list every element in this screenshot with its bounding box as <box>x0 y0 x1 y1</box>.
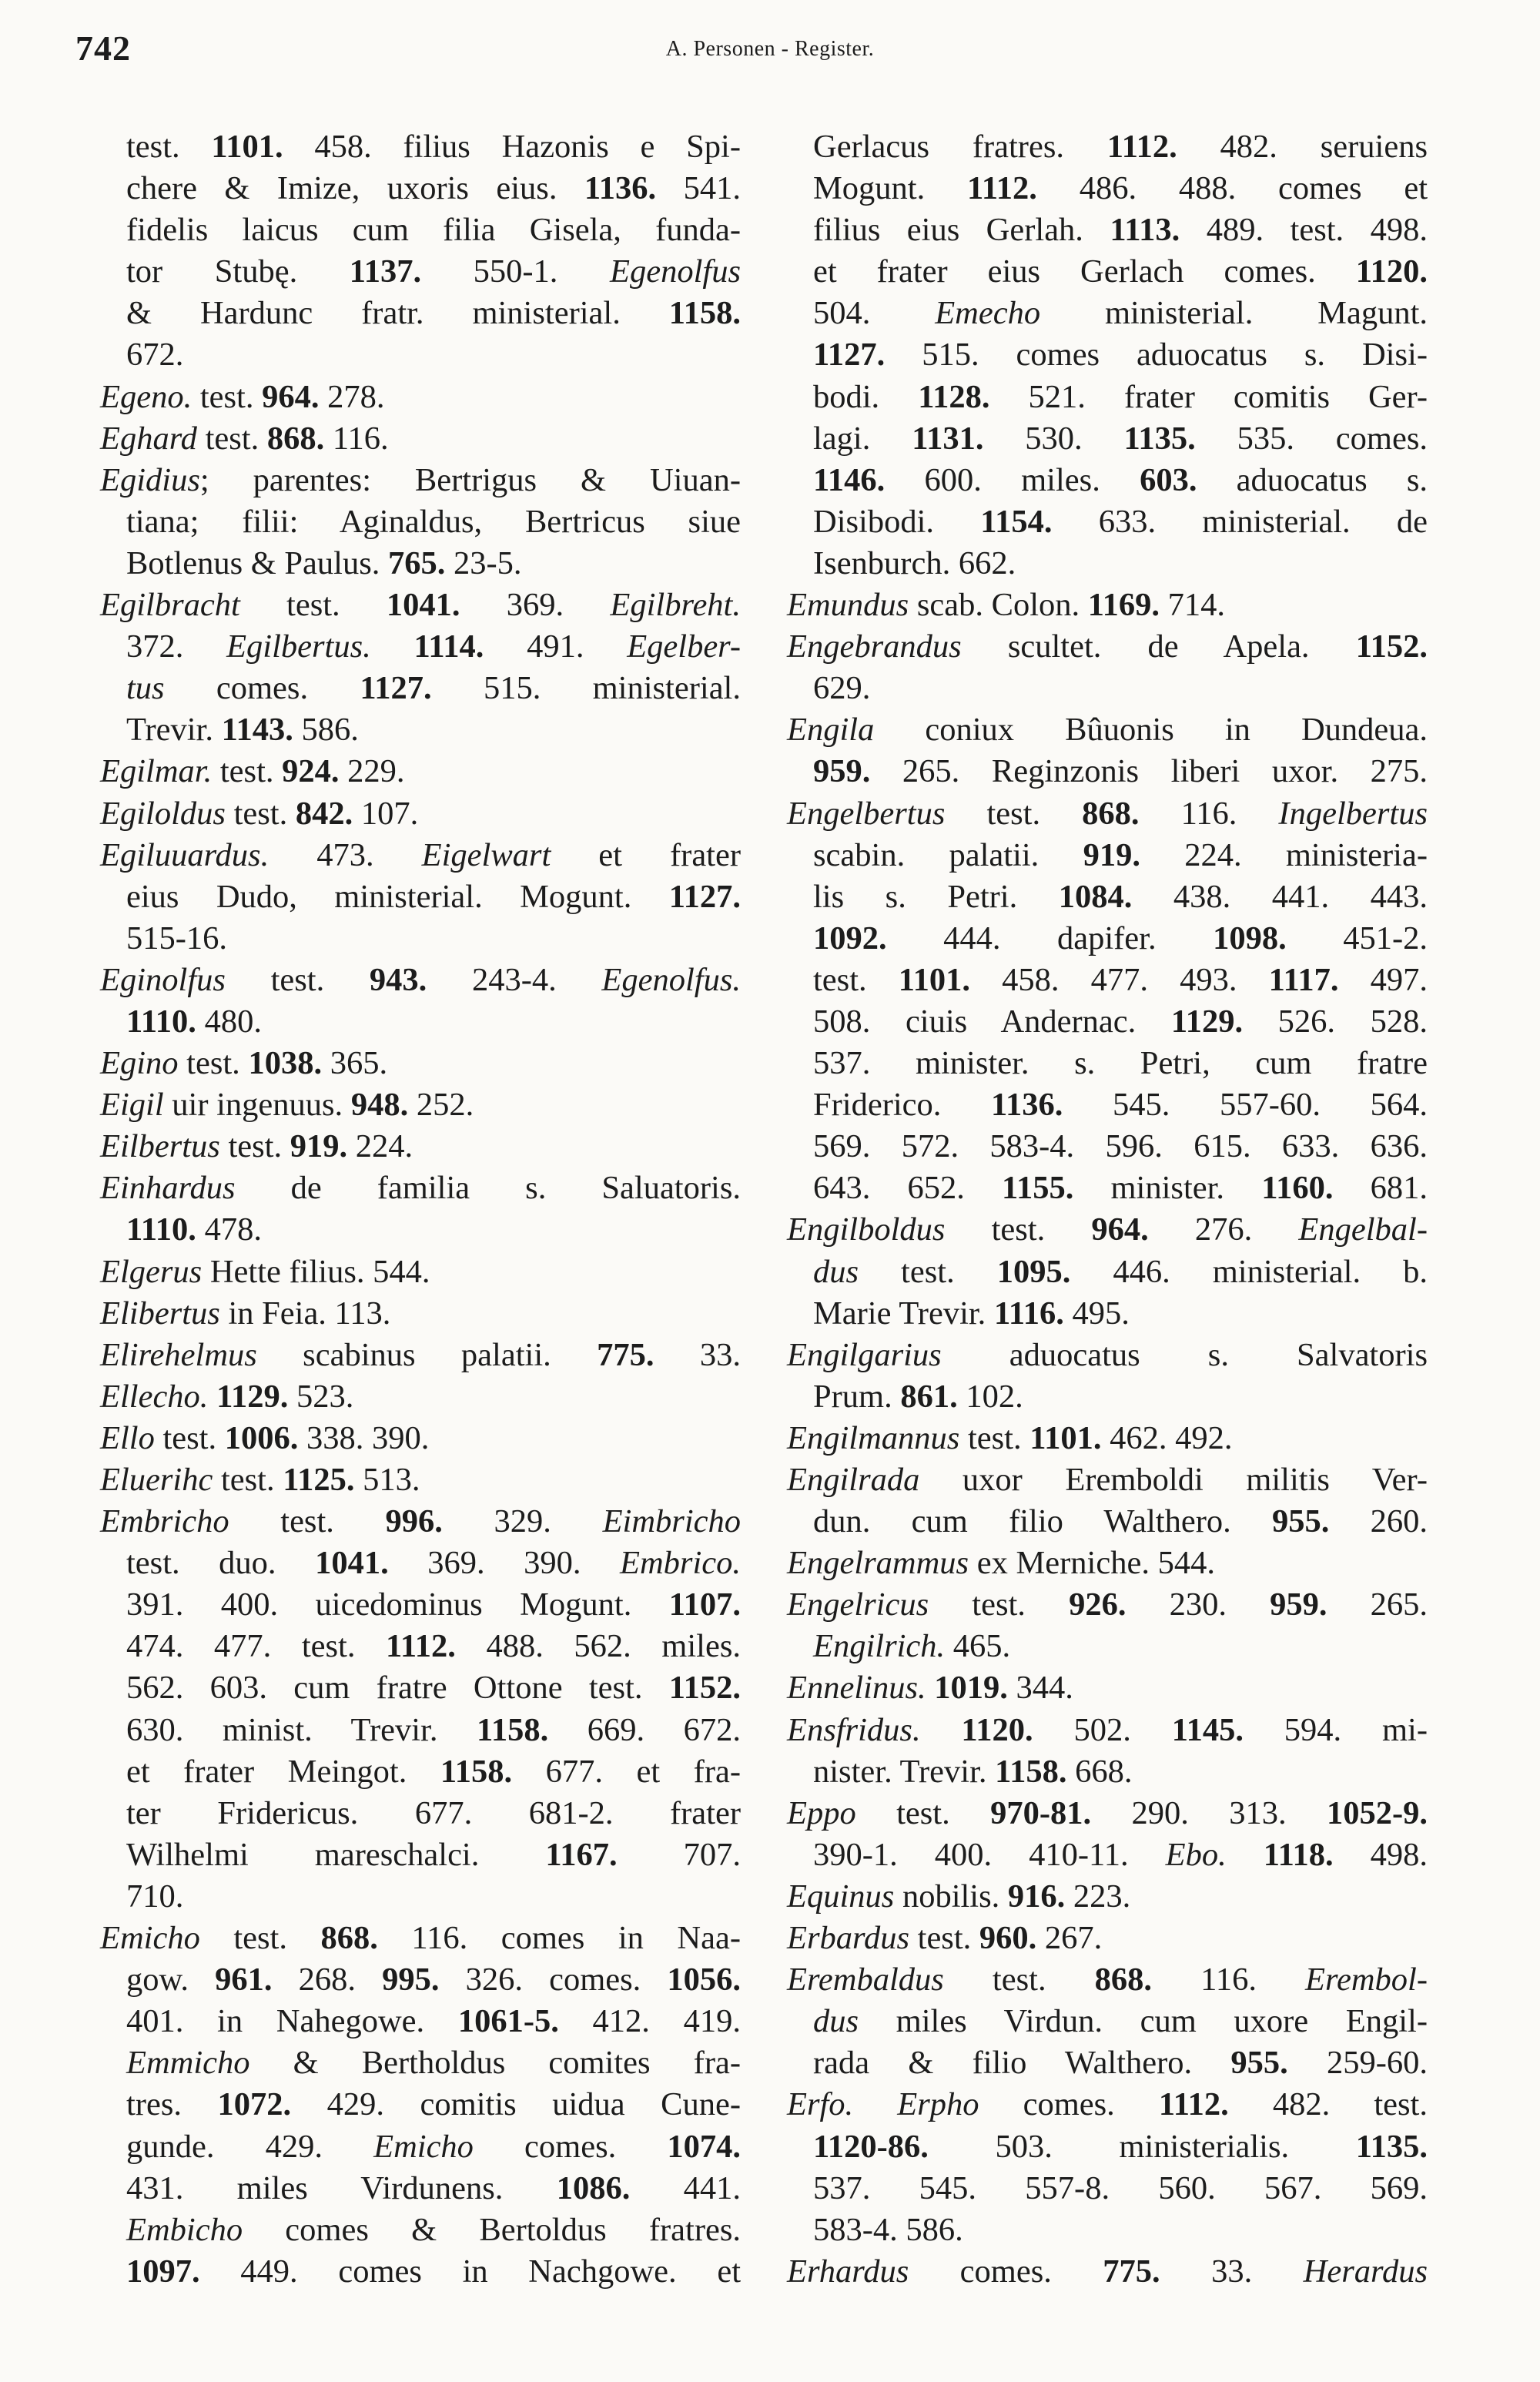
year-number: 1129. <box>1170 1003 1244 1040</box>
name-italic: Herardus <box>1303 2253 1428 2290</box>
index-line: gunde. 429. Emicho comes. 1074. <box>126 2128 741 2165</box>
year-number: 1112. <box>1106 129 1177 165</box>
index-line: 391. 400. uicedominus Mogunt. 1107. <box>126 1586 741 1623</box>
index-line: tres. 1072. 429. comitis uidua Cune- <box>126 2086 741 2123</box>
year-number: 1145. <box>1171 1711 1244 1748</box>
year-number: 948. <box>350 1087 409 1124</box>
index-line: 629. <box>813 670 871 707</box>
index-line: bodi. 1128. 521. frater comitis Ger- <box>813 378 1428 415</box>
index-line: Marie Trevir. 1116. 495. <box>813 1295 1130 1332</box>
index-line: Friderico. 1136. 545. 557-60. 564. <box>813 1087 1428 1124</box>
index-line: Trevir. 1143. 586. <box>126 712 359 749</box>
index-line: Egeno. test. 964. 278. <box>100 378 385 415</box>
name-italic: Eigil <box>100 1087 164 1124</box>
year-number: 1120. <box>1355 253 1428 290</box>
index-line: 1127. 515. comes aduocatus s. Disi- <box>813 337 1428 374</box>
index-line: Engilboldus test. 964. 276. Engelbal- <box>787 1211 1428 1248</box>
index-line: Eppo test. 970-81. 290. 313. 1052-9. <box>787 1794 1428 1831</box>
index-line: Eginolfus test. 943. 243-4. Egenolfus. <box>100 961 741 998</box>
name-italic: Engila <box>787 712 875 749</box>
year-number: 1152. <box>1355 628 1428 665</box>
name-italic: Engilgarius <box>787 1336 942 1373</box>
index-line: Gerlacus fratres. 1112. 482. seruiens <box>813 129 1428 165</box>
year-number: 842. <box>295 795 353 832</box>
year-number: 765. <box>388 544 446 581</box>
year-number: 919. <box>290 1128 348 1165</box>
index-column-left <box>100 126 741 2293</box>
index-line: Ellecho. 1129. 523. <box>100 1378 354 1415</box>
year-number: 955. <box>1272 1503 1330 1540</box>
index-line: dun. cum filio Walthero. 955. 260. <box>813 1503 1428 1540</box>
year-number: 1127. <box>360 670 432 707</box>
year-number: 1110. <box>126 1211 196 1248</box>
year-number: 1113. <box>1110 212 1180 249</box>
index-line: eius Dudo, ministerial. Mogunt. 1127. <box>126 878 741 915</box>
index-line: Mogunt. 1112. 486. 488. comes et <box>813 170 1428 207</box>
index-line: Engelrammus ex Merniche. 544. <box>787 1545 1215 1582</box>
index-line: Emicho test. 868. 116. comes in Naa- <box>100 1920 741 1957</box>
index-line: 1110. 478. <box>126 1211 262 1248</box>
name-italic: Egiluuardus. <box>100 836 270 873</box>
year-number: 1137. <box>349 253 422 290</box>
year-number: 1129. <box>216 1378 289 1415</box>
index-line: 390-1. 400. 410-11. Ebo. 1118. 498. <box>813 1836 1428 1873</box>
index-line: Egilmar. test. 924. 229. <box>100 753 405 790</box>
year-number: 1101. <box>1029 1419 1102 1456</box>
index-line: 537. minister. s. Petri, cum fratre <box>813 1045 1428 1082</box>
year-number: 955. <box>1230 2045 1288 2082</box>
name-italic: Engilrich. <box>813 1628 946 1665</box>
name-italic: Engelrammus <box>787 1545 969 1582</box>
index-line: 431. miles Virdunens. 1086. 441. <box>126 2169 741 2206</box>
index-line: ter Fridericus. 677. 681-2. frater <box>126 1794 741 1831</box>
year-number: 861. <box>900 1378 958 1415</box>
index-line: test. duo. 1041. 369. 390. Embrico. <box>126 1545 741 1582</box>
name-italic: Elgerus <box>100 1253 203 1290</box>
year-number: 960. <box>979 1920 1037 1957</box>
year-number: 1125. <box>283 1462 355 1498</box>
index-line: Egino test. 1038. 365. <box>100 1045 388 1082</box>
index-line: Engebrandus scultet. de Apela. 1152. <box>787 628 1428 665</box>
index-line: Eghard test. 868. 116. <box>100 420 389 457</box>
name-italic: Egiloldus <box>100 795 226 832</box>
year-number: 1101. <box>211 129 283 165</box>
name-italic: Engelbal- <box>1298 1211 1428 1248</box>
index-line: chere & Imize, uxoris eius. 1136. 541. <box>126 170 741 207</box>
year-number: 1169. <box>1087 587 1160 624</box>
index-line: Egilbracht test. 1041. 369. Egilbreht. <box>100 587 741 624</box>
name-italic: Erbardus <box>787 1920 910 1957</box>
index-line: 569. 572. 583-4. 596. 615. 633. 636. <box>813 1128 1428 1165</box>
index-line: Isenburch. 662. <box>813 544 1016 581</box>
year-number: 868. <box>320 1920 378 1957</box>
year-number: 1127. <box>813 337 886 374</box>
name-italic: Egeno. <box>100 378 192 415</box>
index-line: Engila coniux Bûuonis in Dundeua. <box>787 712 1428 749</box>
name-italic: Eigelwart <box>421 836 551 873</box>
year-number: 868. <box>266 420 325 457</box>
year-number: 775. <box>1103 2253 1160 2290</box>
name-italic: tus <box>126 670 165 707</box>
index-line: Embicho comes & Bertoldus fratres. <box>126 2211 741 2248</box>
name-italic: Ellecho. <box>100 1378 209 1415</box>
index-line: 1097. 449. comes in Nachgowe. et <box>126 2253 741 2290</box>
index-line: Wilhelmi mareschalci. 1167. 707. <box>126 1836 742 1873</box>
year-number: 995. <box>382 1962 440 1998</box>
index-line: 1110. 480. <box>126 1003 262 1040</box>
name-italic: Ello <box>100 1419 155 1456</box>
name-italic: Engilboldus <box>787 1211 946 1248</box>
year-number: 1135. <box>1355 2128 1428 2165</box>
year-number: 1118. <box>1263 1836 1334 1873</box>
name-italic: Engebrandus <box>787 628 962 665</box>
year-number: 996. <box>385 1503 443 1540</box>
name-italic: Embricho <box>100 1503 229 1540</box>
name-italic: Egilbracht <box>100 587 240 624</box>
year-number: 924. <box>282 753 340 790</box>
index-line: Elibertus in Feia. 113. <box>100 1295 391 1332</box>
index-line: 1146. 600. miles. 603. aduocatus s. <box>813 461 1428 498</box>
year-number: 1110. <box>126 1003 196 1040</box>
index-line: dus miles Virdun. cum uxore Engil- <box>813 2003 1428 2040</box>
name-italic: Eimbricho <box>602 1503 741 1540</box>
index-line: gow. 961. 268. 995. 326. comes. 1056. <box>126 1962 742 1998</box>
index-line: Engilrich. 465. <box>813 1628 1011 1665</box>
index-line: dus test. 1095. 446. ministerial. b. <box>813 1253 1428 1290</box>
year-number: 1074. <box>667 2128 741 2165</box>
year-number: 961. <box>215 1962 273 1998</box>
year-number: 868. <box>1094 1962 1153 1998</box>
name-italic: Egelber- <box>627 628 742 665</box>
name-italic: Engilrada <box>787 1462 920 1498</box>
name-italic: Egino <box>100 1045 179 1082</box>
index-line: Eigil uir ingenuus. 948. 252. <box>100 1087 474 1124</box>
name-italic: Ennelinus. <box>787 1670 926 1707</box>
name-italic: Erembol- <box>1305 1962 1428 1998</box>
name-italic: Emicho <box>373 2128 474 2165</box>
index-line: 537. 545. 557-8. 560. 567. 569. <box>813 2169 1428 2206</box>
year-number: 1120. <box>961 1711 1033 1748</box>
year-number: 1135. <box>1123 420 1196 457</box>
index-line: 1092. 444. dapifer. 1098. 451-2. <box>813 920 1428 956</box>
year-number: 603. <box>1140 461 1197 498</box>
year-number: 1167. <box>545 1836 618 1873</box>
year-number: 868. <box>1082 795 1140 832</box>
name-italic: Egilmar. <box>100 753 213 790</box>
index-line: & Hardunc fratr. ministerial. 1158. <box>126 295 741 332</box>
name-italic: Einhardus <box>100 1170 236 1207</box>
year-number: 1158. <box>440 1753 513 1790</box>
year-number: 1154. <box>980 503 1053 540</box>
name-italic: Egenolfus <box>610 253 741 290</box>
year-number: 1112. <box>1158 2086 1229 2123</box>
index-line: Emmicho & Bertholdus comites fra- <box>126 2045 741 2082</box>
index-line: tiana; filii: Aginaldus, Bertricus siue <box>126 503 741 540</box>
year-number: 1019. <box>934 1670 1008 1707</box>
name-italic: Erfo. <box>787 2086 854 2123</box>
index-line: 630. minist. Trevir. 1158. 669. 672. <box>126 1711 741 1748</box>
year-number: 1061-5. <box>457 2003 559 2040</box>
year-number: 1158. <box>476 1711 549 1748</box>
name-italic: Eghard <box>100 420 197 457</box>
year-number: 1158. <box>668 295 741 332</box>
index-line: Elgerus Hette filius. 544. <box>100 1253 430 1290</box>
year-number: 959. <box>1270 1586 1327 1623</box>
year-number: 1120-86. <box>813 2128 929 2165</box>
index-line: Elirehelmus scabinus palatii. 775. 33. <box>100 1336 741 1373</box>
index-line: test. 1101. 458. filius Hazonis e Spi- <box>126 129 741 165</box>
name-italic: Ensfridus. <box>787 1711 921 1748</box>
year-number: 1112. <box>386 1628 456 1665</box>
name-italic: Ingelbertus <box>1278 795 1428 832</box>
index-line: Engilrada uxor Eremboldi militis Ver- <box>787 1462 1428 1498</box>
year-number: 1095. <box>996 1253 1071 1290</box>
index-line: fidelis laicus cum filia Gisela, funda- <box>126 212 741 249</box>
year-number: 1146. <box>813 461 886 498</box>
year-number: 1131. <box>912 420 984 457</box>
index-line: Disibodi. 1154. 633. ministerial. de <box>813 503 1428 540</box>
name-italic: Emmicho <box>126 2045 250 2082</box>
index-line: rada & filio Walthero. 955. 259-60. <box>813 2045 1428 2082</box>
index-line: Egidius; parentes: Bertrigus & Uiuan- <box>100 461 741 498</box>
index-line: Ello test. 1006. 338. 390. <box>100 1419 430 1456</box>
name-italic: Emecho <box>935 295 1041 332</box>
year-number: 1116. <box>993 1295 1064 1332</box>
index-line: Erbardus test. 960. 267. <box>787 1920 1103 1957</box>
index-line: Embricho test. 996. 329. Eimbricho <box>100 1503 741 1540</box>
index-line: 504. Emecho ministerial. Magunt. <box>813 295 1428 332</box>
year-number: 1098. <box>1213 920 1287 956</box>
name-italic: Erpho <box>897 2086 979 2123</box>
index-line: Ennelinus. 1019. 344. <box>787 1670 1073 1707</box>
year-number: 1072. <box>217 2086 292 2123</box>
name-italic: Egenolfus. <box>601 961 741 998</box>
year-number: 1112. <box>967 170 1037 207</box>
index-line: 1120-86. 503. ministerialis. 1135. <box>813 2128 1428 2165</box>
index-line: 959. 265. Reginzonis liberi uxor. 275. <box>813 753 1428 790</box>
year-number: 1038. <box>248 1045 323 1082</box>
year-number: 926. <box>1069 1586 1127 1623</box>
year-number: 1041. <box>386 587 460 624</box>
year-number: 1160. <box>1261 1170 1334 1207</box>
name-italic: Embicho <box>126 2211 243 2248</box>
index-line: Prum. 861. 102. <box>813 1378 1023 1415</box>
index-line: 515-16. <box>126 920 228 956</box>
index-line: Botlenus & Paulus. 765. 23-5. <box>126 544 522 581</box>
name-italic: Engelbertus <box>787 795 946 832</box>
name-italic: Egilbreht. <box>610 587 741 624</box>
year-number: 1117. <box>1268 961 1339 998</box>
name-italic: Embrico. <box>620 1545 741 1582</box>
name-italic: Erembaldus <box>787 1962 944 1998</box>
index-line: Engilmannus test. 1101. 462. 492. <box>787 1419 1233 1456</box>
year-number: 1086. <box>556 2169 631 2206</box>
index-line: Engelricus test. 926. 230. 959. 265. <box>787 1586 1428 1623</box>
name-italic: Emicho <box>100 1920 200 1957</box>
index-line: Emundus scab. Colon. 1169. 714. <box>787 587 1226 624</box>
index-line: Engilgarius aduocatus s. Salvatoris <box>787 1336 1428 1373</box>
name-italic: dus <box>813 1253 859 1290</box>
year-number: 1006. <box>224 1419 299 1456</box>
year-number: 943. <box>369 961 427 998</box>
index-line: 672. <box>126 337 184 374</box>
name-italic: Eluerihc <box>100 1462 213 1498</box>
name-italic: Erhardus <box>787 2253 909 2290</box>
index-line: Erfo. Erpho comes. 1112. 482. test. <box>787 2086 1428 2123</box>
running-head: A. Personen - Register. <box>665 37 875 61</box>
index-line: nister. Trevir. 1158. 668. <box>813 1753 1133 1790</box>
year-number: 1143. <box>221 712 293 749</box>
index-line: scabin. palatii. 919. 224. ministeria- <box>813 836 1428 873</box>
index-line: Egiloldus test. 842. 107. <box>100 795 419 832</box>
name-italic: Elirehelmus <box>100 1336 257 1373</box>
name-italic: Egilbertus. <box>226 628 371 665</box>
index-line: tor Stubę. 1137. 550-1. Egenolfus <box>126 253 741 290</box>
year-number: 919. <box>1083 836 1140 873</box>
name-italic: dus <box>813 2003 859 2040</box>
year-number: 775. <box>597 1336 654 1373</box>
year-number: 1114. <box>413 628 484 665</box>
index-line: Eilbertus test. 919. 224. <box>100 1128 413 1165</box>
index-line: 562. 603. cum fratre Ottone test. 1152. <box>126 1670 741 1707</box>
year-number: 1092. <box>813 920 887 956</box>
index-column-right <box>787 126 1428 2293</box>
index-line: Erembaldus test. 868. 116. Erembol- <box>787 1962 1428 1998</box>
index-line: Erhardus comes. 775. 33. Herardus <box>787 2253 1428 2290</box>
name-italic: Eginolfus <box>100 961 226 998</box>
index-line: Egiluuardus. 473. Eigelwart et frater <box>100 836 742 873</box>
name-italic: Engelricus <box>787 1586 929 1623</box>
index-line: 372. Egilbertus. 1114. 491. Egelber- <box>126 628 742 665</box>
year-number: 964. <box>1091 1211 1149 1248</box>
index-line: Equinus nobilis. 916. 223. <box>787 1878 1131 1915</box>
name-italic: Eppo <box>787 1794 856 1831</box>
year-number: 1136. <box>584 170 657 207</box>
year-number: 1107. <box>668 1586 741 1623</box>
year-number: 1158. <box>995 1753 1067 1790</box>
index-line: 583-4. 586. <box>813 2211 963 2248</box>
name-italic: Egidius <box>100 461 200 498</box>
index-line: et frater eius Gerlach comes. 1120. <box>813 253 1428 290</box>
index-line: et frater Meingot. 1158. 677. et fra- <box>126 1753 741 1790</box>
name-italic: Emundus <box>787 587 909 624</box>
name-italic: Engilmannus <box>787 1419 960 1456</box>
year-number: 1127. <box>668 878 741 915</box>
year-number: 1128. <box>918 378 990 415</box>
year-number: 1056. <box>667 1962 742 1998</box>
index-line: 710. <box>126 1878 184 1915</box>
name-italic: Equinus <box>787 1878 895 1915</box>
year-number: 1136. <box>991 1087 1063 1124</box>
index-line: lis s. Petri. 1084. 438. 441. 443. <box>813 878 1428 915</box>
index-line: lagi. 1131. 530. 1135. 535. comes. <box>813 420 1428 457</box>
name-italic: Ebo. <box>1165 1836 1227 1873</box>
year-number: 959. <box>813 753 871 790</box>
year-number: 964. <box>262 378 320 415</box>
year-number: 1052-9. <box>1326 1794 1428 1831</box>
year-number: 970-81. <box>990 1794 1092 1831</box>
name-italic: Eilbertus <box>100 1128 220 1165</box>
year-number: 1041. <box>315 1545 389 1582</box>
year-number: 1152. <box>668 1670 741 1707</box>
index-line: Engelbertus test. 868. 116. Ingelbertus <box>787 795 1428 832</box>
index-line: 508. ciuis Andernac. 1129. 526. 528. <box>813 1003 1428 1040</box>
index-line: test. 1101. 458. 477. 493. 1117. 497. <box>813 961 1428 998</box>
page-number: 742 <box>75 28 131 68</box>
index-line: Eluerihc test. 1125. 513. <box>100 1462 420 1498</box>
year-number: 1101. <box>898 961 971 998</box>
index-line: Einhardus de familia s. Saluatoris. <box>100 1170 741 1207</box>
year-number: 1155. <box>1002 1170 1074 1207</box>
year-number: 1097. <box>126 2253 200 2290</box>
index-line: tus comes. 1127. 515. ministerial. <box>126 670 741 707</box>
year-number: 1084. <box>1058 878 1133 915</box>
index-line: 474. 477. test. 1112. 488. 562. miles. <box>126 1628 741 1665</box>
index-line: 643. 652. 1155. minister. 1160. 681. <box>813 1170 1428 1207</box>
year-number: 916. <box>1007 1878 1066 1915</box>
name-italic: Elibertus <box>100 1295 220 1332</box>
index-line: filius eius Gerlah. 1113. 489. test. 498. <box>813 212 1428 249</box>
index-line: 401. in Nahegowe. 1061-5. 412. 419. <box>126 2003 741 2040</box>
index-line: Ensfridus. 1120. 502. 1145. 594. mi- <box>787 1711 1428 1748</box>
